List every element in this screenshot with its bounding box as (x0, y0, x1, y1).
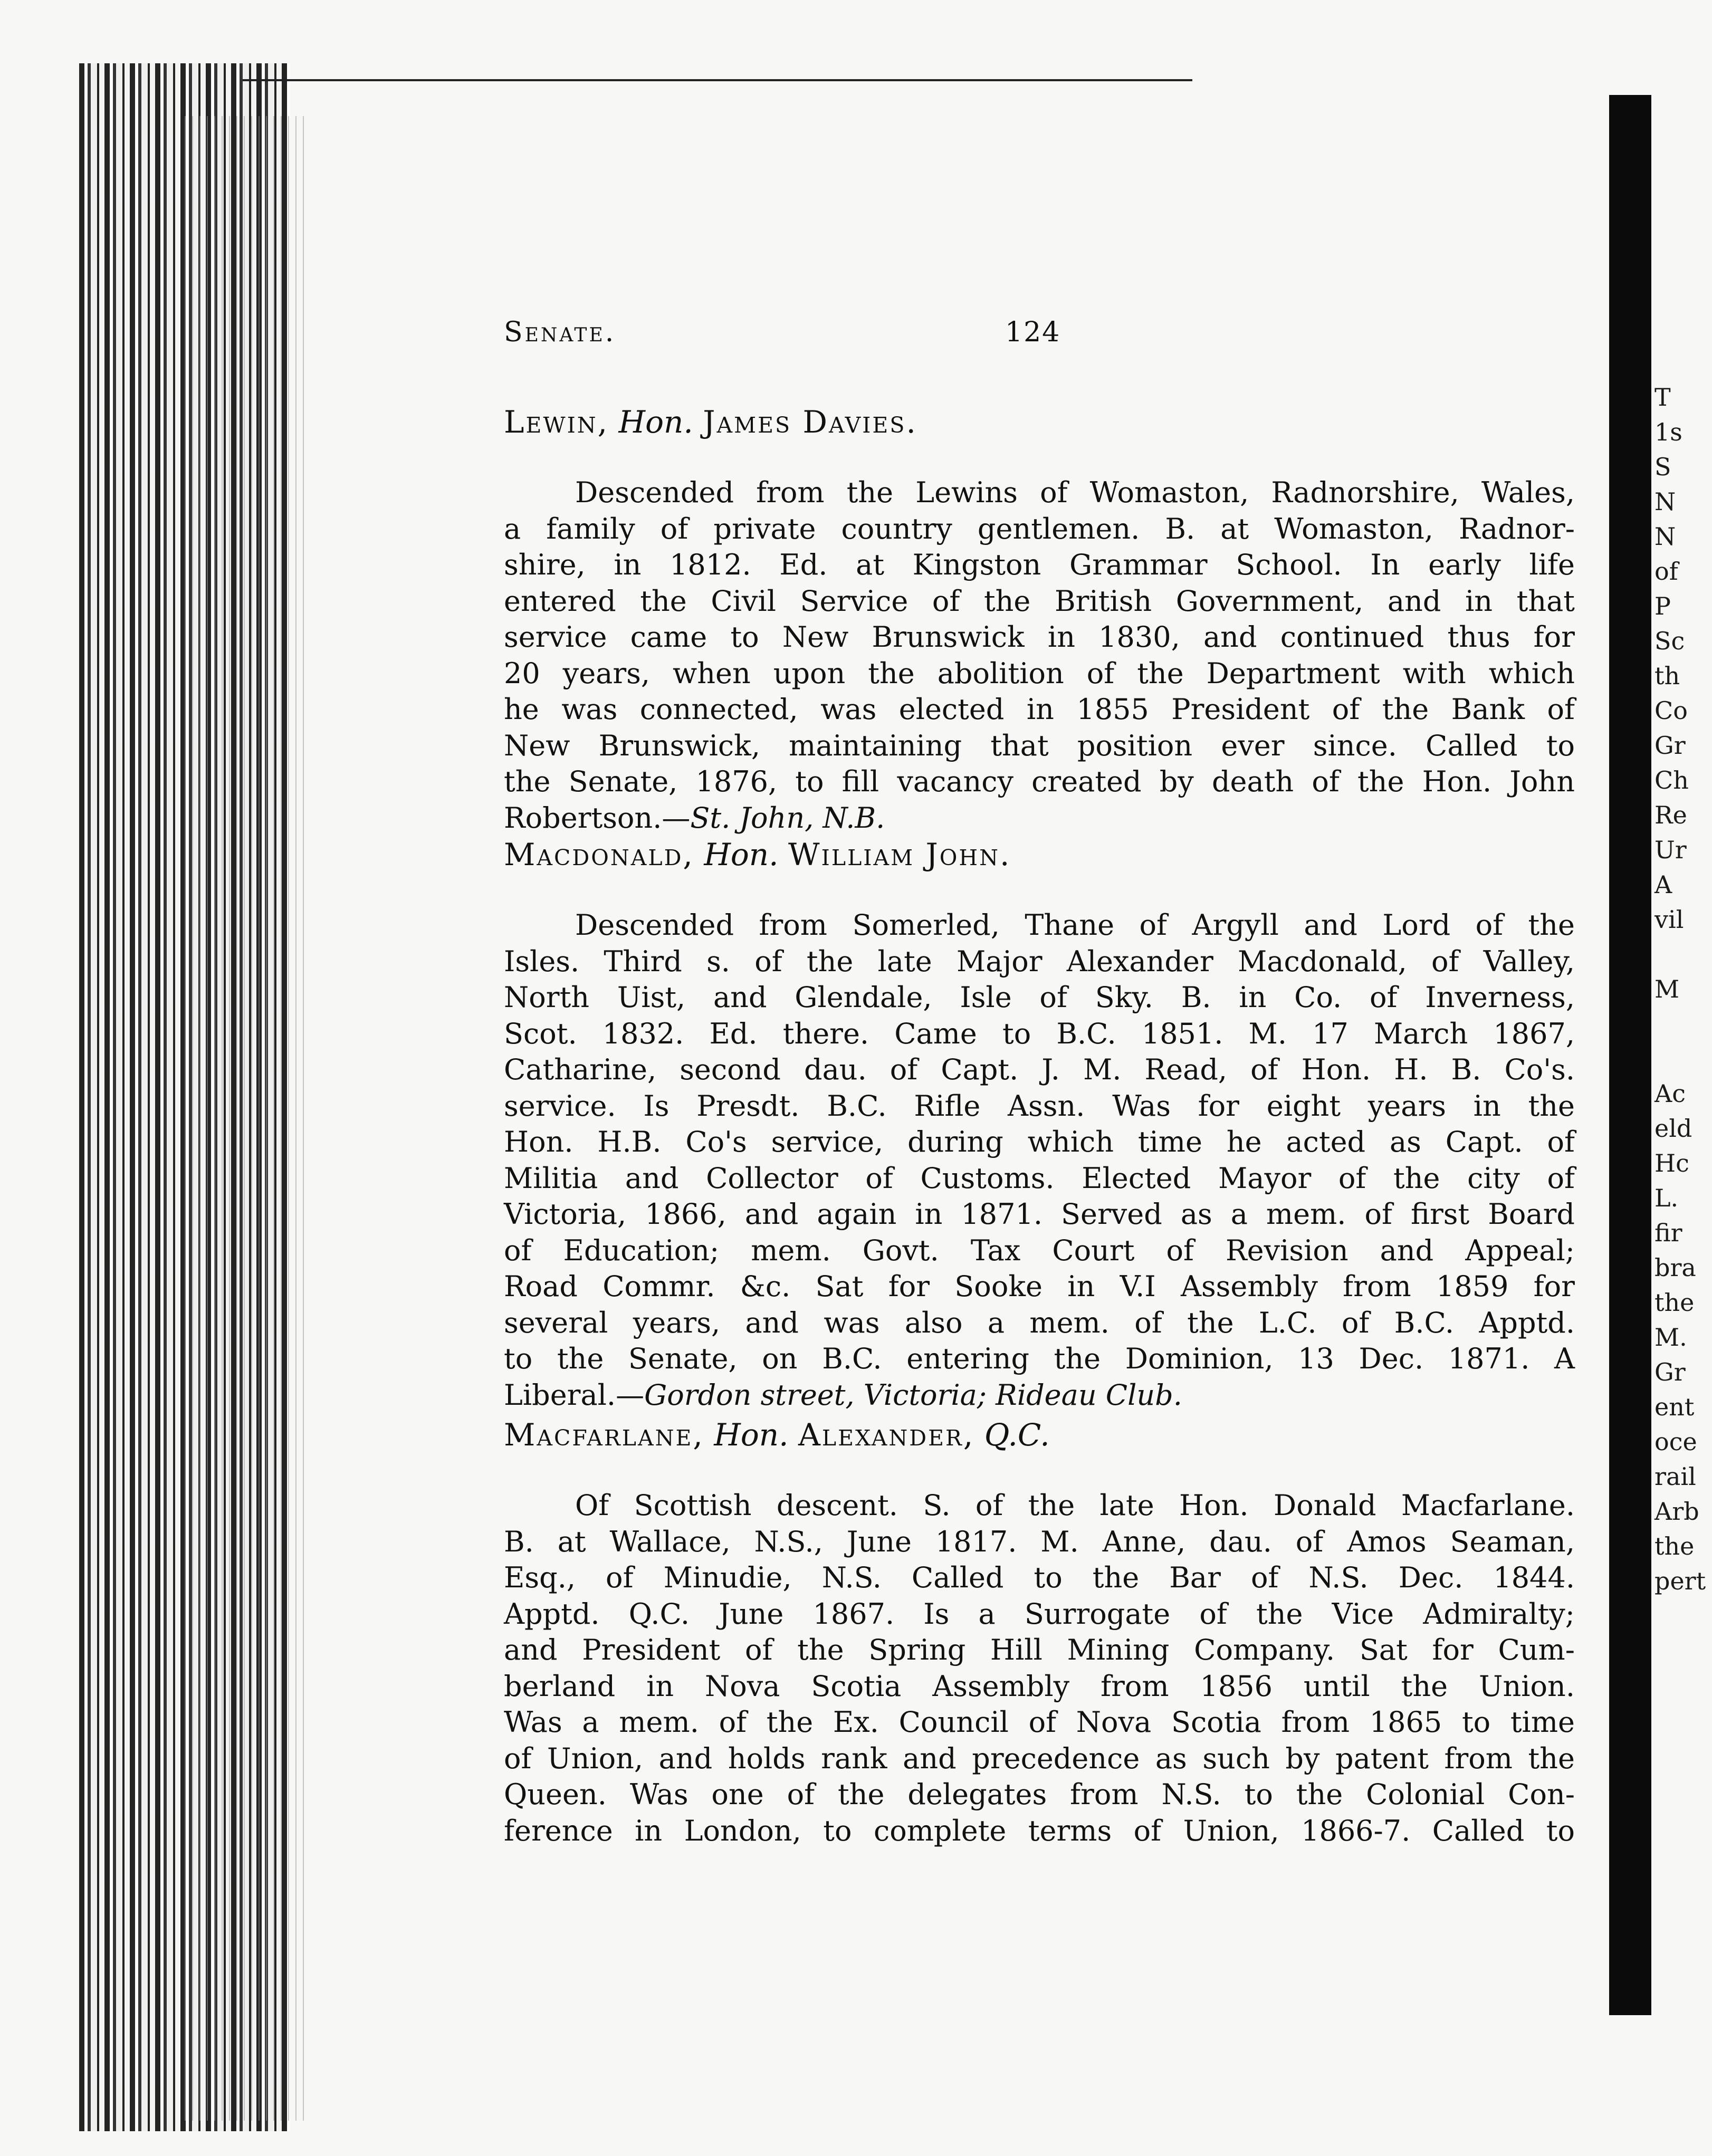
body-line: the Senate, 1876, to fill vacancy created by death of the Hon. John (504, 765, 1575, 798)
adjacent-fragment: A (1654, 870, 1672, 899)
adjacent-fragment: P (1654, 592, 1671, 620)
body-line: Of Scottish descent. S. of the late Hon. Donald Macfarlane. (575, 1489, 1575, 1522)
entry-heading (504, 1414, 1575, 1456)
body-line: Isles. Third s. of the late Major Alexander Macdonald, of Valley, (504, 944, 1575, 978)
entry-given-names: William John. (788, 837, 1011, 873)
adjacent-fragment: T (1654, 383, 1671, 411)
body-line: New Brunswick, maintaining that position ever since. Called to (504, 729, 1575, 762)
body-line: Esq., of Minudie, N.S. Called to the Bar of N.S. Dec. 1844. (504, 1561, 1575, 1594)
entry-residence: St. John, N.B. (690, 801, 885, 835)
adjacent-fragment: th (1654, 662, 1680, 690)
adjacent-fragment: Arb (1654, 1497, 1699, 1526)
entry-suffix: Q.C. (984, 1417, 1050, 1453)
adjacent-fragment: M. (1654, 1323, 1687, 1352)
entry-heading (504, 401, 1575, 443)
body-line: ference in London, to complete terms of Union, 1866-7. Called to (504, 1814, 1575, 1847)
adjacent-fragment: ent (1654, 1393, 1695, 1421)
entry-title: Hon. (714, 1417, 789, 1453)
entry-surname: Macdonald, (504, 837, 694, 873)
adjacent-fragment: Ch (1654, 766, 1689, 794)
adjacent-fragment: rail (1654, 1462, 1696, 1491)
adjacent-fragment: Co (1654, 696, 1688, 725)
body-line: shire, in 1812. Ed. at Kingston Grammar School. In early life (504, 548, 1575, 581)
body-line: several years, and was also a mem. of the L.C. of B.C. Apptd. (504, 1306, 1575, 1339)
body-line-final (504, 1377, 1575, 1414)
adjacent-fragment: Gr (1654, 731, 1686, 760)
adjacent-fragment: Sc (1654, 627, 1685, 655)
body-line: Hon. H.B. Co's service, during which time he acted as Capt. of (504, 1125, 1575, 1158)
page-header (504, 317, 1575, 359)
adjacent-fragment: eld (1654, 1114, 1692, 1143)
biography-entry-macfarlane (504, 1414, 1575, 1849)
adjacent-fragment: Hc (1654, 1149, 1689, 1177)
adjacent-fragment: of (1654, 557, 1678, 586)
body-line: to the Senate, on B.C. entering the Dominion, 13 Dec. 1871. A (504, 1342, 1575, 1375)
adjacent-fragment: Re (1654, 801, 1687, 829)
entry-surname: Macfarlane, (504, 1417, 704, 1453)
body-line: Scot. 1832. Ed. there. Came to B.C. 1851. M. 17 March 1867, (504, 1017, 1575, 1050)
adjacent-fragment: 1s (1654, 418, 1682, 446)
body-line: Liberal.— (504, 1378, 645, 1412)
binding-shadow (185, 116, 306, 2121)
body-line: Robertson.— (504, 801, 691, 835)
adjacent-fragment: M (1654, 975, 1680, 1003)
entry-surname: Lewin, (504, 404, 609, 440)
body-line: Victoria, 1866, and again in 1871. Served as a mem. of first Board (504, 1197, 1575, 1231)
adjacent-fragment: bra (1654, 1253, 1696, 1282)
body-line: a family of private country gentlemen. B. at Womaston, Radnor- (504, 512, 1575, 545)
adjacent-fragment (1654, 1041, 1712, 1076)
adjacent-fragment: Gr (1654, 1358, 1686, 1386)
adjacent-fragment: L. (1654, 1184, 1679, 1212)
entry-body (504, 475, 1575, 836)
adjacent-fragment: fir (1654, 1219, 1682, 1247)
body-line: B. at Wallace, N.S., June 1817. M. Anne, dau. of Amos Seaman, (504, 1525, 1575, 1558)
body-line: service. Is Presdt. B.C. Rifle Assn. Was for eight years in the (504, 1089, 1575, 1123)
entry-title: Hon. (704, 837, 779, 873)
body-line: he was connected, was elected in 1855 President of the Bank of (504, 693, 1575, 726)
running-head: Senate. (504, 317, 616, 348)
body-line-final (504, 800, 1575, 837)
entry-given-names: Alexander, (798, 1417, 975, 1453)
body-line: of Union, and holds rank and precedence as such by patent from the (504, 1741, 1575, 1775)
page-number: 124 (1005, 317, 1061, 348)
adjacent-fragment (1654, 1007, 1712, 1041)
body-line: 20 years, when upon the abolition of the Department with which (504, 656, 1575, 690)
body-line: Was a mem. of the Ex. Council of Nova Scotia from 1865 to time (504, 1705, 1575, 1739)
adjacent-fragment: vil (1654, 905, 1684, 934)
adjacent-fragment: the (1654, 1532, 1695, 1560)
body-line: Queen. Was one of the delegates from N.S. to the Colonial Con- (504, 1778, 1575, 1811)
body-line: berland in Nova Scotia Assembly from 1856 until the Union. (504, 1669, 1575, 1703)
body-line: Catharine, second dau. of Capt. J. M. Read, of Hon. H. B. Co's. (504, 1053, 1575, 1086)
adjacent-fragment: S (1654, 453, 1671, 481)
adjacent-fragment: N (1654, 522, 1676, 551)
body-line: Road Commr. &c. Sat for Sooke in V.I Assembly from 1859 for (504, 1270, 1575, 1303)
body-line: Descended from the Lewins of Womaston, Radnorshire, Wales, (575, 476, 1575, 509)
adjacent-fragment (1654, 937, 1712, 972)
page-gutter-bar (1609, 95, 1651, 2015)
body-line: and President of the Spring Hill Mining Company. Sat for Cum- (504, 1633, 1575, 1666)
entry-body (504, 1488, 1575, 1849)
adjacent-fragment: pert (1654, 1567, 1706, 1595)
body-line: service came to New Brunswick in 1830, and continued thus for (504, 620, 1575, 654)
adjacent-fragment: N (1654, 487, 1676, 516)
adjacent-fragment: Ur (1654, 836, 1687, 864)
entry-body (504, 907, 1575, 1413)
body-line: Apptd. Q.C. June 1867. Is a Surrogate of the Vice Admiralty; (504, 1597, 1575, 1631)
entry-given-names: James Davies. (703, 404, 917, 440)
body-line: Militia and Collector of Customs. Elected Mayor of the city of (504, 1161, 1575, 1195)
entry-title: Hon. (618, 404, 693, 440)
body-line: of Education; mem. Govt. Tax Court of Revision and Appeal; (504, 1233, 1575, 1267)
entry-heading (504, 833, 1575, 876)
adjacent-fragment: Ac (1654, 1079, 1686, 1108)
adjacent-fragment: oce (1654, 1427, 1697, 1456)
top-rule (243, 79, 1192, 81)
body-line: entered the Civil Service of the British Government, and in that (504, 584, 1575, 618)
entry-residence: Gordon street, Victoria; Rideau Club. (644, 1378, 1182, 1412)
biography-entry-lewin (504, 401, 1575, 836)
body-line: Descended from Somerled, Thane of Argyll and Lord of the (575, 908, 1575, 942)
biography-entry-macdonald (504, 833, 1575, 1413)
adjacent-page-fragments (1654, 380, 1712, 1598)
body-line: North Uist, and Glendale, Isle of Sky. B. in Co. of Inverness, (504, 981, 1575, 1014)
adjacent-fragment: the (1654, 1288, 1695, 1317)
